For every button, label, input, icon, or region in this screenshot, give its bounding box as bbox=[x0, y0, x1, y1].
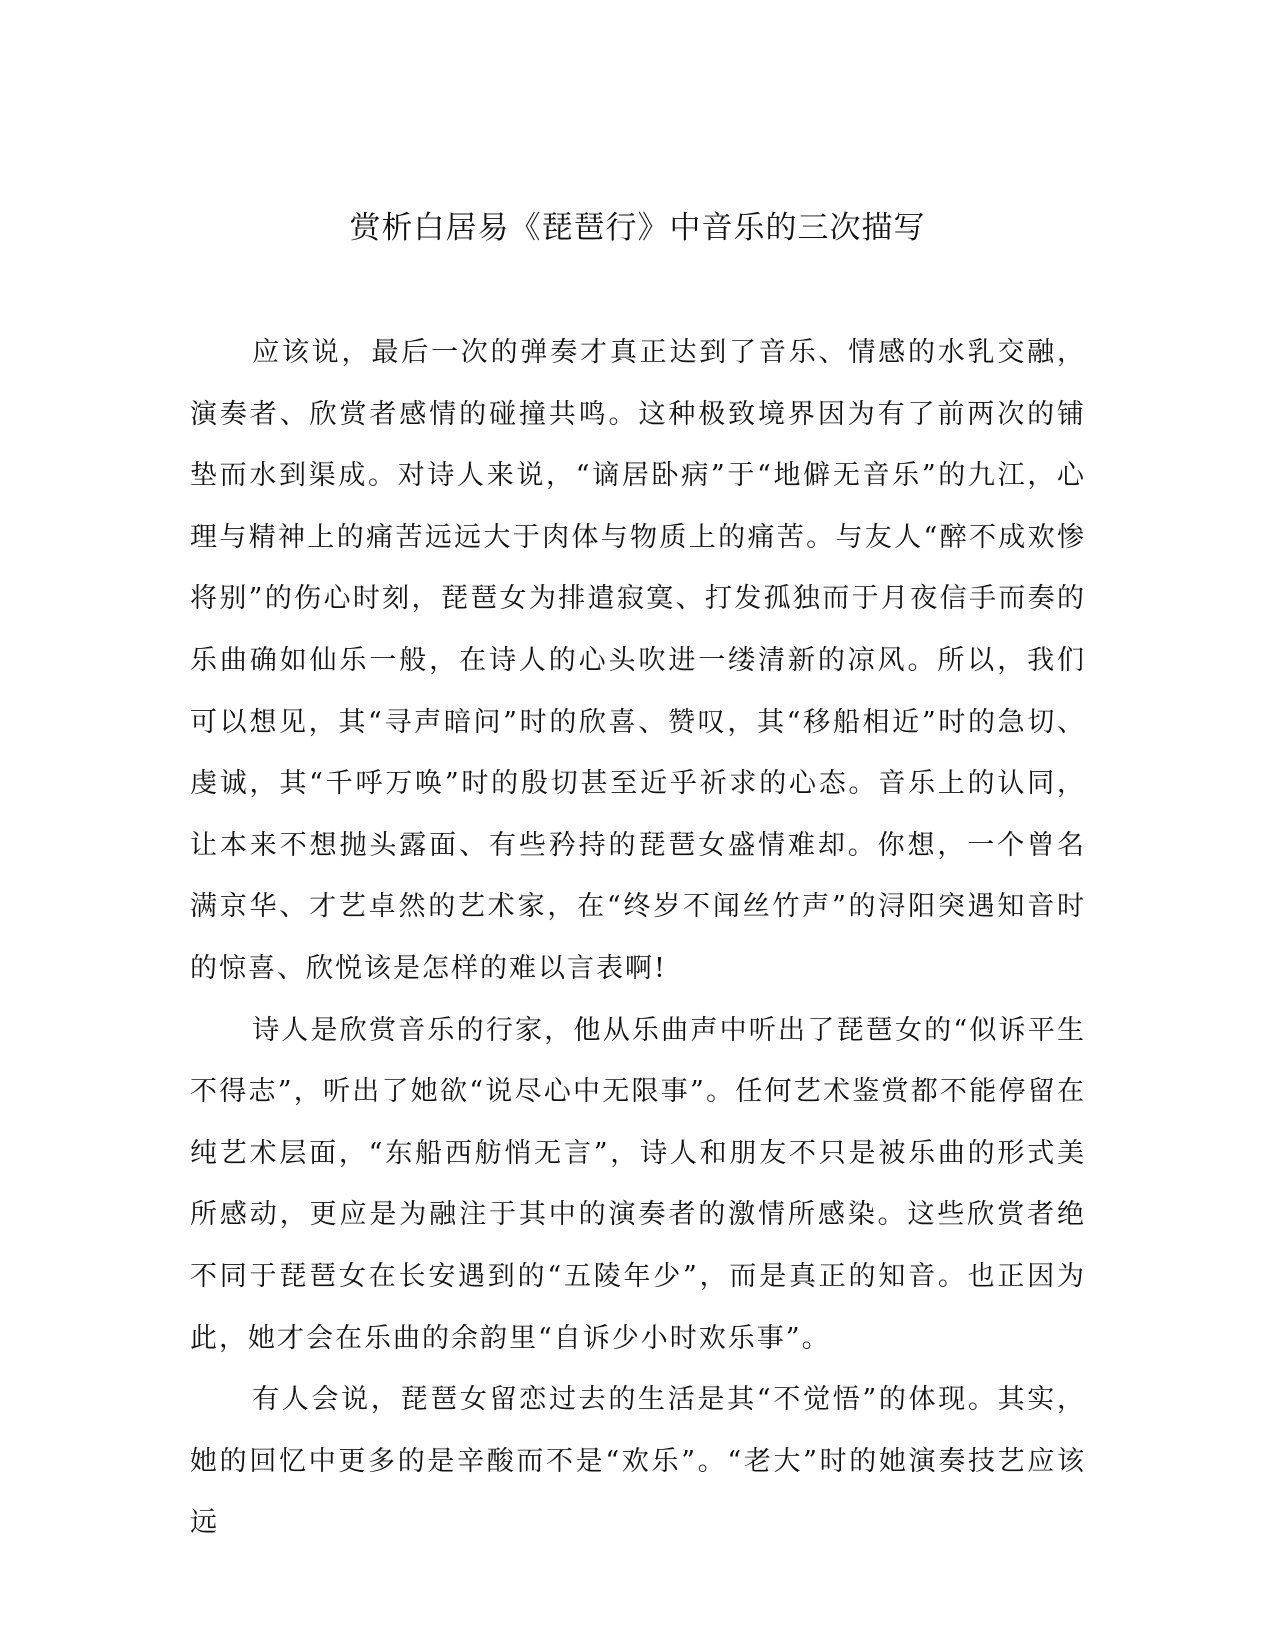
paragraph-3: 有人会说，琵琶女留恋过去的生活是其“不觉悟”的体现。其实，她的回忆中更多的是辛酸而不是“欢乐”。“老大”时的她演奏技艺应该远 bbox=[190, 1384, 1086, 1539]
document-title: 赏析白居易《琵琶行》中音乐的三次描写 bbox=[349, 210, 926, 246]
paragraph-1: 应该说，最后一次的弹奏才真正达到了音乐、情感的水乳交融，演奏者、欣赏者感情的碰撞共鸣。这种极致境界因为有了前两次的铺垫而水到渠成。对诗人来说，“谪居卧病”于“地僻无音乐”的九江，心理与精神上的痛苦远远大于肉体与物质上的痛苦。与友人“醉不成欢惨将别”的伤心时刻，琵琶女为排遣寂寞、打发孤独而于月夜信手而奏的乐曲确如仙乐一般，在诗人的心头吹进一缕清新的凉风。所以，我们可以想见，其“寻声暗问”时的欣喜、赞叹，其“移船相近”时的急切、虔诚，其“千呼万唤”时的殷切甚至近乎祈求的心态。音乐上的认同，让本来不想抛头露面、有些矜持的琵琶女盛情难却。你想，一个曾名满京华、才艺卓然的艺术家，在“终岁不闻丝竹声”的浔阳突遇知音时的惊喜、欣悦该是怎样的难以言表啊! bbox=[190, 337, 1086, 984]
document-body bbox=[190, 322, 1086, 1554]
paragraph-2: 诗人是欣赏音乐的行家，他从乐曲声中听出了琵琶女的“似诉平生不得志”，听出了她欲“说尽心中无限事”。任何艺术鉴赏都不能停留在纯艺术层面，“东船西舫悄无言”，诗人和朋友不只是被乐曲的形式美所感动，更应是为融注于其中的演奏者的激情所感染。这些欣赏者绝不同于琵琶女在长安遇到的“五陵年少”，而是真正的知音。也正因为此，她才会在乐曲的余韵里“自诉少小时欢乐事”。 bbox=[190, 1014, 1086, 1354]
